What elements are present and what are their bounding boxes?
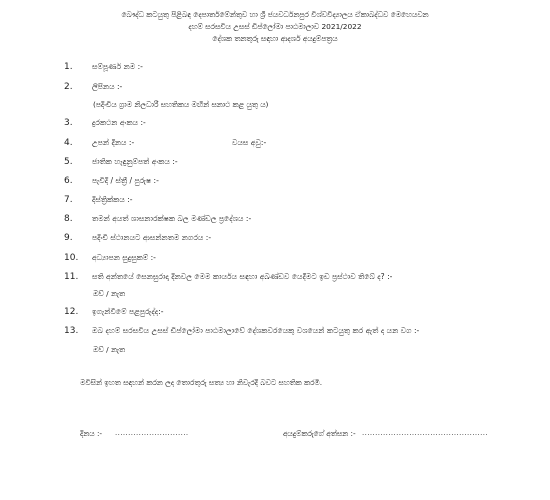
signature-dotted-line: ................................................	[362, 429, 489, 437]
question-number: 9.	[64, 233, 73, 243]
date-dotted-line: ............................	[115, 429, 189, 437]
question-label: සම්පූර්ණ නම :-	[92, 62, 143, 71]
question-label: ලිපිනය :-	[92, 82, 123, 91]
question-number: 11.	[64, 272, 79, 282]
question-label: අධ්‍යාපන සුදුසුකම් :-	[92, 253, 156, 262]
question-label: දිස්ත්‍රික්කය :-	[92, 195, 133, 204]
question-label: උපන් දිනය :-	[92, 138, 135, 147]
question-label: පදිංචි ස්ථානයට ආසන්නතම නගරය :-	[92, 233, 212, 242]
question-number: 1.	[64, 62, 73, 72]
question-number: 3.	[64, 118, 73, 128]
question-number: 4.	[64, 138, 73, 148]
question-number: 6.	[64, 176, 73, 186]
yes-no-option-13: ඔව් / නැත	[93, 345, 126, 354]
header-line-2: දහම් සරසවිය උසස් ඩිප්ලෝමා පාඨමාලාව 2021/2022	[188, 22, 362, 31]
question-label: දුරකථන අංකය :-	[92, 118, 146, 127]
question-number: 7.	[64, 195, 73, 205]
date-label: දිනය :-	[80, 429, 103, 438]
question-number: 13.	[64, 326, 79, 336]
question-number: 2.	[64, 82, 73, 92]
question-label: ඔබ දහම් සරසවිය උසස් ඩිප්ලෝමා පාඨමාලාවේ දේශකවරයෙකු වශයෙන් කටයුතු කර ඇත් ද යන වග :-	[92, 326, 420, 335]
question-number: 10.	[64, 253, 79, 263]
question-number: 12.	[64, 307, 79, 317]
header-line-3: දේශක තනතුරු සඳහා ආදර්ශ අයදුම්පත්‍රය	[212, 34, 338, 43]
applicant-signature-label: අයදුම්කරුගේ අත්සන :-	[283, 429, 356, 438]
yes-no-option-11: ඔව් / නැත	[93, 289, 126, 298]
address-note: (පදිංචිය ග්‍රාම නිලධාරී සහතිකය මඟින් සනාථ කළ යුතු ය)	[93, 100, 269, 109]
declaration-text: මවිසින් ඉහත සඳහන් කරන ලද තොරතුරු සත්‍ය හා නිවැරදි බවට සහතික කරමි.	[80, 378, 323, 387]
question-number: 5.	[64, 157, 73, 167]
question-label: ජාතික හැඳුනුම්පත් අංකය :-	[92, 157, 178, 166]
question-label: තමන් අයත් ශාසනාරක්ෂක බල මණ්ඩල ප්‍රදේශය :-	[92, 214, 252, 223]
header-line-1: බෞද්ධ කටයුතු පිළිබඳ දෙපාර්තමේන්තුව හා ශ්‍රී ජයවර්ධනපුර විශ්වවිද්‍යාලය ඒකාබද්ධව මෙහෙයවන	[121, 10, 429, 19]
question-label: සති අන්තයේ සෙනසුරාදා දිනවල මෙම කාර්යය සඳහා අඛණ්ඩව යෙදීමට ඉඩ ප්‍රස්ථාව තිබේ ද? :-	[92, 272, 393, 281]
question-label: ඉගැන්වීමේ පළපුරුද්ද:-	[92, 307, 164, 316]
question-label: පැවිදි / ස්ත්‍රී / පුරුෂ :-	[92, 176, 159, 185]
question-number: 8.	[64, 214, 73, 224]
age-label: වයස අවු:-	[232, 138, 267, 147]
